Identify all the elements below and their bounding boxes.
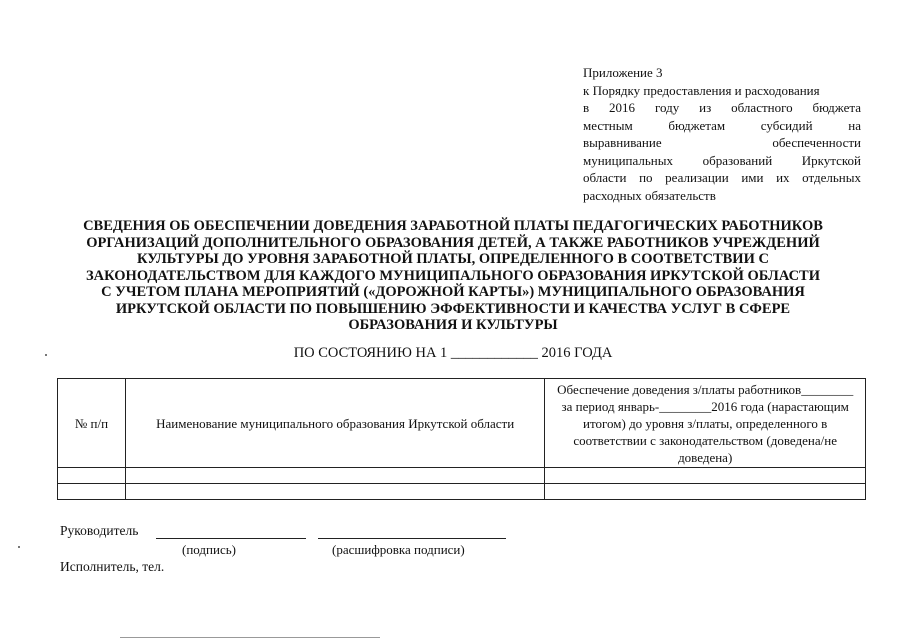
appendix-line: расходных обязательств [583, 187, 716, 203]
appendix-line: Приложение 3 [583, 65, 663, 80]
title-line: ИРКУТСКОЙ ОБЛАСТИ ПО ПОВЫШЕНИЮ ЭФФЕКТИВНОСТИ И КАЧЕСТВА УСЛУГ В СФЕРЕ [115, 300, 791, 317]
appendix-line: к Порядку предоставления и расходования [583, 82, 820, 98]
table-cell [125, 468, 544, 484]
title-line: ОБРАЗОВАНИЯ И КУЛЬТУРЫ [348, 317, 558, 333]
executor-label: Исполнитель, тел. [60, 559, 165, 574]
table-cell [545, 484, 866, 500]
table-cell [58, 468, 126, 484]
table-row [58, 468, 866, 484]
title-line: ЗАКОНОДАТЕЛЬСТВОМ ДЛЯ КАЖДОГО МУНИЦИПАЛЬНОГО ОБРАЗОВАНИЯ ИРКУТСКОЙ ОБЛАСТИ [85, 267, 821, 284]
appendix-line: муниципальных образований Иркутской [583, 152, 861, 168]
appendix-line: выравнивание обеспеченности [583, 135, 861, 150]
column-header-municipality: Наименование муниципального образования Иркутской области [125, 379, 544, 468]
table-header-row [58, 379, 866, 468]
signature-hint: (подпись) [182, 542, 236, 557]
table-row [58, 484, 866, 500]
appendix-line: области по реализации ими их отдельных [583, 170, 861, 185]
appendix-line: в 2016 году из областного бюджета [583, 100, 861, 115]
scan-edge-line [120, 637, 380, 638]
appendix-note [583, 64, 861, 204]
document-title [40, 218, 866, 334]
head-label: Руководитель [60, 523, 139, 538]
title-line: КУЛЬТУРЫ ДО УРОВНЯ ЗАРАБОТНОЙ ПЛАТЫ, ОПРЕДЕЛЕННОГО В СООТВЕТСТВИИ С [137, 251, 769, 267]
title-line: С УЧЕТОМ ПЛАНА МЕРОПРИЯТИЙ («ДОРОЖНОЙ КАРТЫ») МУНИЦИПАЛЬНОГО ОБРАЗОВАНИЯ [101, 284, 805, 300]
appendix-line: местным бюджетам субсидий на [583, 117, 861, 133]
status-date-line: ПО СОСТОЯНИЮ НА 1 ____________ 2016 ГОДА [293, 345, 613, 361]
title-line: ОРГАНИЗАЦИЙ ДОПОЛНИТЕЛЬНОГО ОБРАЗОВАНИЯ ДЕТЕЙ, А ТАКЖЕ РАБОТНИКОВ УЧРЕЖДЕНИЙ [86, 234, 820, 251]
signature-decoding-line [318, 538, 506, 539]
column-header-salary-provision: Обеспечение доведения з/платы работников________ за период январь-________2016 года (нарастающим итогом) до уровня з/платы, определенного в соответствии с законодательством (доведена/не доведена) [545, 379, 866, 468]
signature-line [156, 538, 306, 539]
scan-speck [18, 546, 20, 548]
column-header-number: № п/п [58, 379, 126, 468]
scan-speck [45, 354, 47, 356]
table-cell [58, 484, 126, 500]
report-table [57, 378, 866, 500]
signature-decoding-hint: (расшифровка подписи) [332, 542, 465, 557]
table-cell [545, 468, 866, 484]
table-cell [125, 484, 544, 500]
title-line: СВЕДЕНИЯ ОБ ОБЕСПЕЧЕНИИ ДОВЕДЕНИЯ ЗАРАБОТНОЙ ПЛАТЫ ПЕДАГОГИЧЕСКИХ РАБОТНИКОВ [83, 218, 823, 234]
